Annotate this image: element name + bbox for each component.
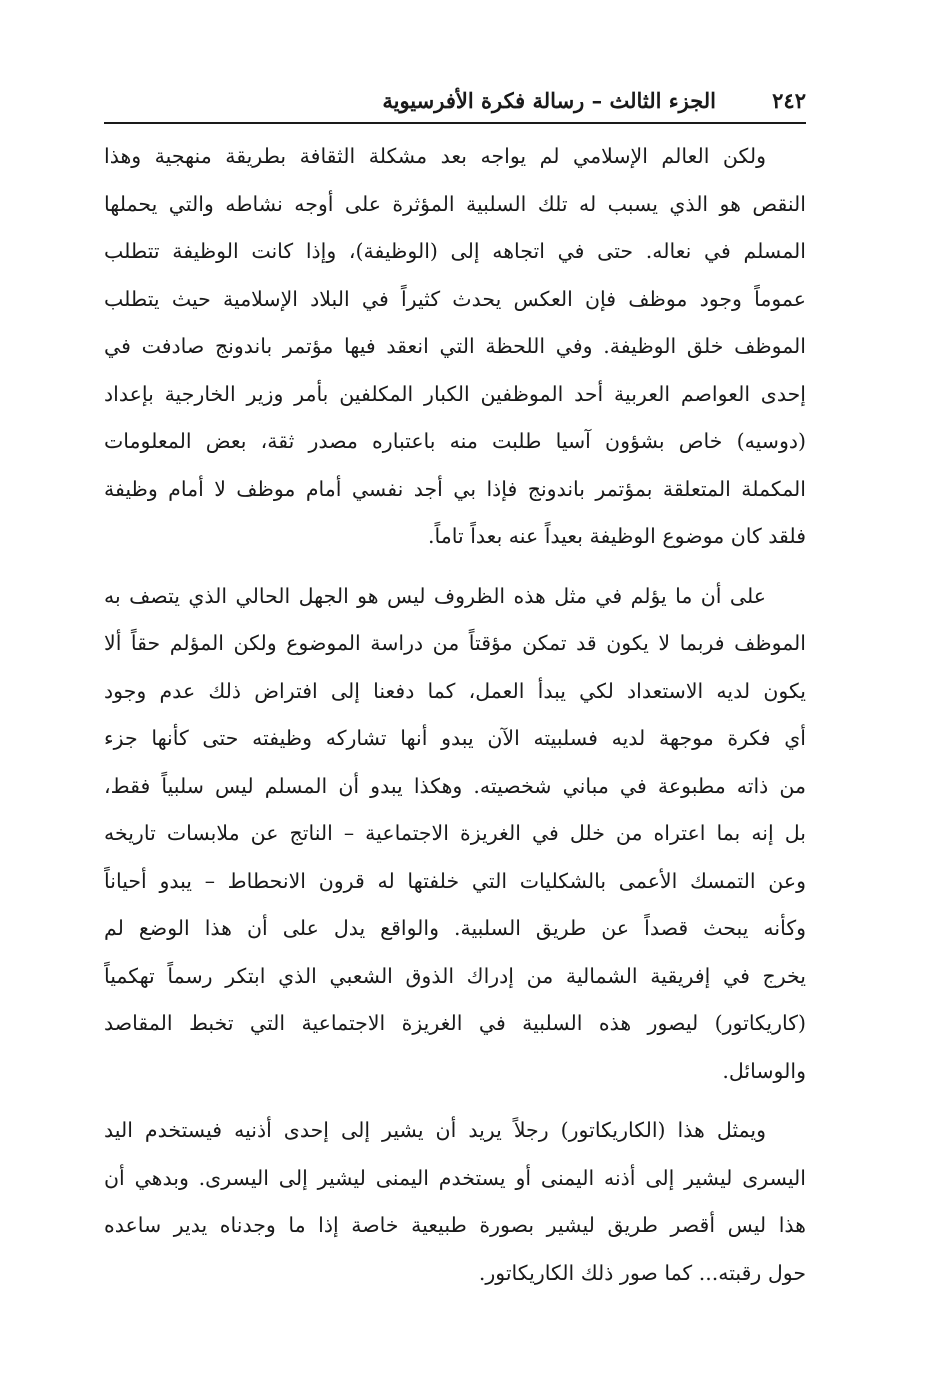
text-line: النقص هو الذي يسبب له تلك السلبية المؤثرة على أوجه نشاطه والتي يحملها [104, 191, 806, 216]
text-line: يكون لديه الاستعداد لكي يبدأ العمل، كما دفعنا إلى افتراض ذلك عدم وجود [104, 678, 806, 703]
text-line: الموظف خلق الوظيفة. وفي اللحظة التي انعقد فيها مؤتمر باندونج صادفت في [104, 334, 806, 358]
text-line: ولكن العالم الإسلامي لم يواجه بعد مشكلة الثقافة بطريقة منهجية وهذا [104, 144, 766, 168]
text-line: وعن التمسك الأعمى بالشكليات التي خلفتها له قرون الانحطاط – يبدو أحياناً [104, 868, 806, 893]
text-line: من ذاته مطبوعة في مباني شخصيته. وهكذا يبدو أن المسلم ليس سلبياً فقط، [104, 773, 806, 798]
text-line: الموظف فربما لا يكون قد تمكن مؤقتاً من دراسة الموضوع ولكن المؤلم حقاً ألا [104, 631, 806, 655]
text-line: حول رقبته... كما صور ذلك الكاريكاتور. [478, 1260, 806, 1285]
text-line: يخرج في إفريقية الشمالية من إدراك الذوق الشعبي الذي ابتكر رسماً تهكمياً [104, 963, 806, 988]
text-line: هذا ليس أقصر طريق ليشير بصورة طبيعية خاصة إذا ما وجدناه يدير ساعده [104, 1213, 806, 1237]
text-line: (كاريكاتور) ليصور هذه السلبية في الغريزة الاجتماعية التي تخبط المقاصد [104, 1011, 806, 1035]
running-title: الجزء الثالث – رسالة فكرة الأفرسيوية [382, 88, 716, 113]
text-line: أي فكرة موجهة لديه فسلبيته الآن يبدو أنها تشاركه وظيفته حتى كأنها جزء [104, 726, 806, 750]
text-line: إحدى العواصم العربية أحد الموظفين الكبار المكلفين بأمر وزير الخارجية بإعداد [104, 381, 806, 406]
text-line: على أن ما يؤلم في مثل هذه الظروف ليس هو الجهل الحالي الذي يتصف به [104, 583, 766, 608]
text-line: المسلم في نعاله. حتى في اتجاهه إلى (الوظيفة)، وإذا كانت الوظيفة تتطلب [104, 239, 806, 263]
paragraph-3 [104, 1107, 806, 1297]
text-line: ويمثل هذا (الكاريكاتور) رجلاً يريد أن يشير إلى إحدى أذنيه فيستخدم اليد [104, 1118, 766, 1142]
text-line: اليسرى ليشير إلى أذنه اليمنى أو يستخدم اليمنى ليشير إلى اليسرى. وبدهي أن [104, 1165, 806, 1190]
paragraph-2 [104, 573, 806, 1096]
text-line: المكملة المتعلقة بمؤتمر باندونج فإذا بي أجد نفسي أمام موظف لا أمام وظيفة [104, 476, 806, 501]
paragraph-1 [104, 133, 806, 561]
text-line: عموماً وجود موظف فإن العكس يحدث كثيراً في البلاد الإسلامية حيث يتطلب [104, 286, 806, 311]
text-line: فلقد كان موضوع الوظيفة بعيداً عنه بعداً تاماً. [428, 524, 806, 548]
text-line: وكأنه يبحث قصداً عن طريق السلبية. والواقع يدل على أن هذا الوضع لم [104, 916, 806, 940]
running-header [104, 82, 806, 124]
page-body [104, 133, 806, 1309]
page-number: ٢٤٢ [772, 88, 806, 113]
text-line: والوسائل. [722, 1058, 806, 1083]
text-line: بل إنه بما اعتراه من خلل في الغريزة الاجتماعية – الناتج عن ملابسات تاريخه [104, 821, 806, 845]
text-line: (دوسيه) خاص بشؤون آسيا طلبت منه باعتباره مصدر ثقة، بعض المعلومات [104, 429, 806, 453]
